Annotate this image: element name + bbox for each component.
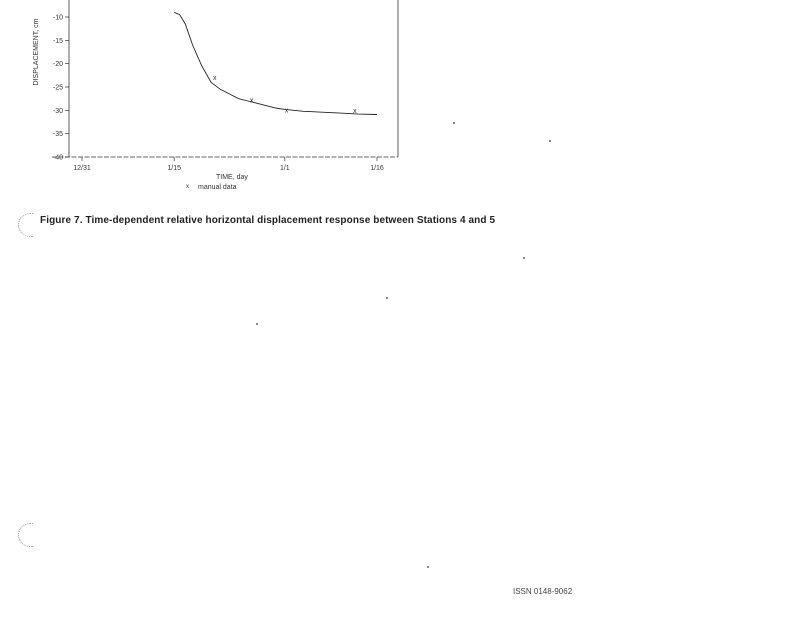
manual-data-point: x xyxy=(249,97,254,105)
x-tick-label: 1/16 xyxy=(370,165,384,172)
chart-series xyxy=(174,12,377,115)
punch-hole-mark xyxy=(18,523,33,547)
y-tick-label: -35 xyxy=(52,131,63,139)
manual-data-point: x xyxy=(284,107,289,115)
scan-speck xyxy=(453,122,455,124)
x-axis-ticks xyxy=(73,157,384,172)
figure-caption: Figure 7. Time-dependent relative horizontal displacement response between Stations 4 and 5 xyxy=(40,215,496,226)
displacement-chart xyxy=(0,0,800,230)
x-tick-label: 1/1 xyxy=(279,165,290,172)
y-axis-ticks xyxy=(53,15,69,162)
y-tick-label: -40 xyxy=(52,154,63,162)
x-axis-label: TIME, day xyxy=(216,174,248,181)
y-tick-label: -10 xyxy=(52,14,63,22)
scan-speck xyxy=(386,297,388,299)
manual-data-point: x xyxy=(353,107,357,115)
x-tick-label: 12/31 xyxy=(73,165,91,172)
legend-marker-manual: x xyxy=(186,184,189,190)
scan-speck xyxy=(549,140,551,142)
scan-speck xyxy=(256,323,258,325)
y-tick-label: -20 xyxy=(52,61,63,69)
scan-speck xyxy=(427,566,429,568)
y-axis-label: DISPLACEMENT, cm xyxy=(33,18,40,86)
y-tick-label: -15 xyxy=(52,37,63,45)
y-tick-label: -25 xyxy=(52,84,63,92)
displacement-line xyxy=(174,12,377,114)
manual-data-point: x xyxy=(213,75,217,83)
scan-speck xyxy=(523,257,525,259)
legend-label-manual: manual data xyxy=(198,184,237,191)
chart-axes xyxy=(52,0,398,157)
x-tick-label: 1/15 xyxy=(167,165,181,172)
y-tick-label: -30 xyxy=(52,107,63,115)
punch-hole-mark xyxy=(18,213,33,237)
issn-footer: ISSN 0148-9062 xyxy=(513,587,573,596)
